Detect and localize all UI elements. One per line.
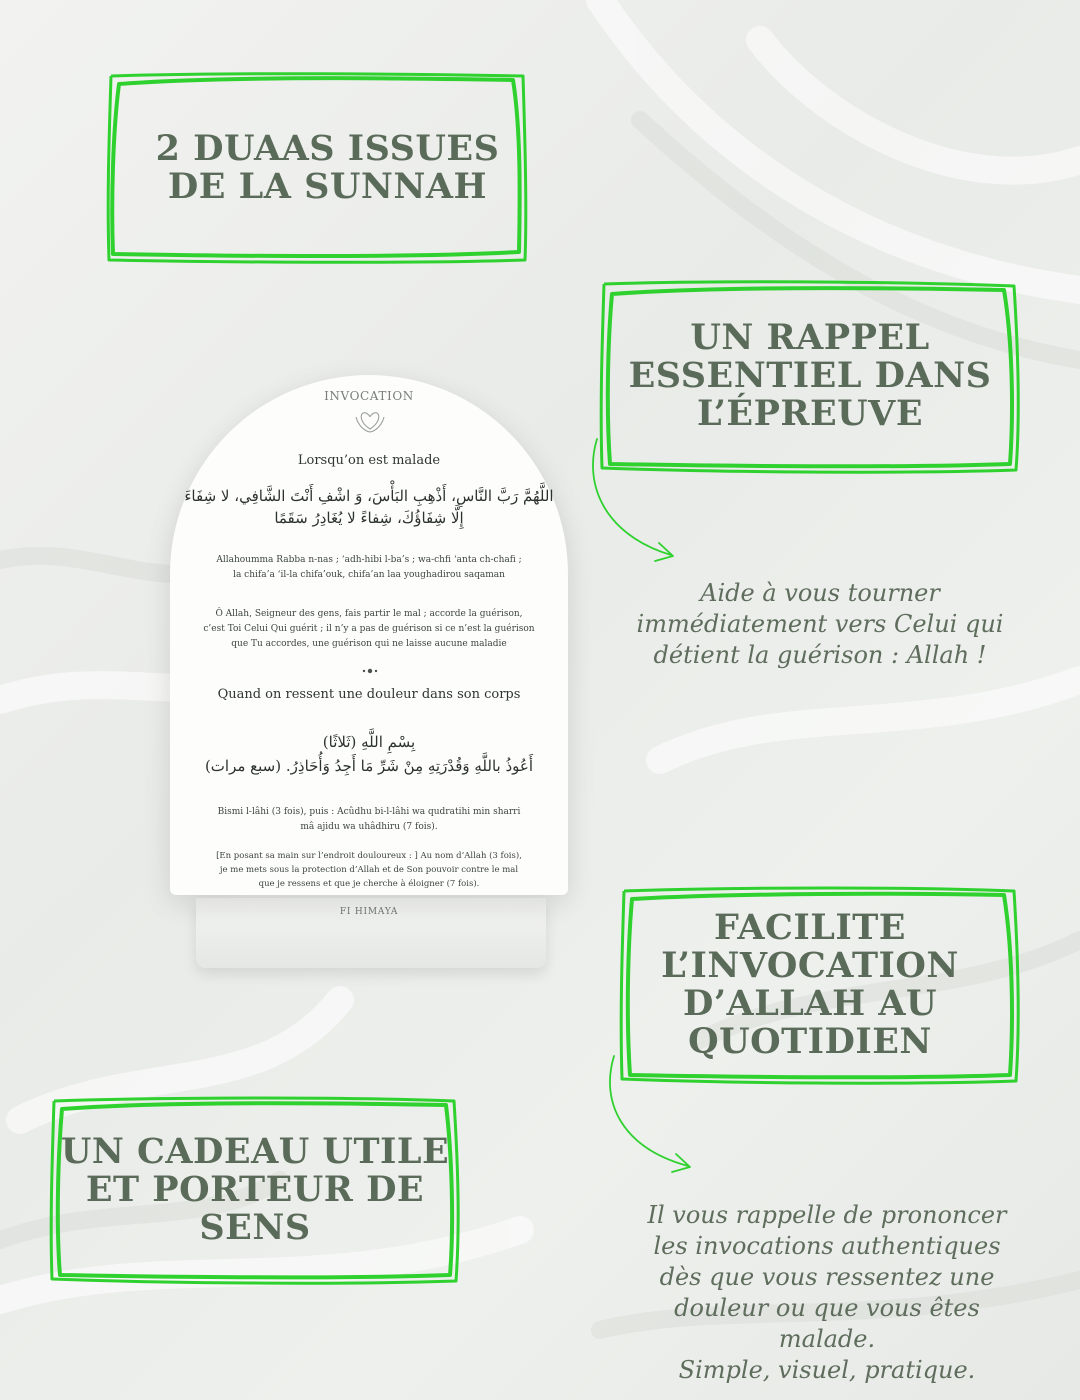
card-heading-sick: Lorsqu’on est malade: [297, 453, 441, 468]
divider-ornament-icon: [360, 667, 380, 675]
card-transliteration-2: Bismi l-lâhi (3 fois), puis : Acûdhu bi-l-lâhi wa qudratihi min sharri mâ ajidu wa uhâdhiru (7 fois).: [217, 807, 521, 832]
feature-title: UN CADEAU UTILE ET PORTEUR DE SENS: [60, 1131, 450, 1248]
card-arabic-dua-1: اللَّهُمَّ رَبَّ النَّاسِ، أَذْهِبِ البَأْسَ، وَ اشْفِ أَنْتَ الشَّافِي، لا شِفَاءَ إِلَّا شِفَاؤُكَ، شِفاءً لا يُغَادِرُ سَقَمًا: [184, 487, 554, 527]
description-text: Il vous rappelle de prononcer les invocations authentiques dès que vous ressentez une douleur ou que vous êtes malade. Simple, visuel, pratique.: [647, 1201, 1007, 1384]
feature-title: FACILITE L’INVOCATION D’ALLAH AU QUOTIDIEN: [661, 907, 959, 1062]
feature-title: UN RAPPEL ESSENTIEL DANS L’ÉPREUVE: [628, 316, 992, 434]
invocation-card-image: [170, 375, 568, 917]
curved-arrow-icon: [585, 435, 685, 570]
feature-box-sunnah: [105, 70, 530, 265]
card-meaning-1: Ô Allah, Seigneur des gens, fais partir le mal ; accorde la guérison, c’est Toi Celui Qui guérit ; il n’y a pas de guérison si ce n’est la guérison que Tu accordes, une guérison qui ne laisse aucune maladie: [203, 609, 535, 649]
card-arabic-dua-2a: بِسْمِ اللَّهِ (ثَلاثًا): [322, 733, 416, 751]
curved-arrow-icon: [600, 1052, 700, 1182]
card-heading-pain: Quand on ressent une douleur dans son corps: [217, 687, 521, 702]
feature-title: 2 DUAAS ISSUES DE LA SUNNAH: [155, 127, 500, 207]
card-meaning-2: [En posant sa main sur l’endroit douloureux : ] Au nom d’Allah (3 fois), je me mets sous la protection d’Allah et de Son pouvoir contre le mal que je ressens et que je cherche à éloigner (7 fois).: [216, 851, 522, 889]
card-label: INVOCATION: [324, 389, 414, 403]
card-arabic-dua-2b: أَعُوذُ باللَّهِ وَقُدْرَتِهِ مِنْ شَرِّ مَا أَجِدُ وَأُحَاذِرُ. (سبع مرات): [204, 757, 534, 775]
heart-hands-icon: [352, 407, 388, 433]
feature-box-cadeau: [50, 1095, 460, 1285]
brand-logo: FI HIMAYA: [339, 907, 399, 917]
description-text: Aide à vous tourner immédiatement vers Celui qui détient la guérison : Allah !: [636, 579, 1004, 669]
card-transliteration-1: Allahoumma Rabba n-nas ; ‘adh-hibi l-ba’s ; wa-chfi ‘anta ch-chafi ; la chifa’a ‘il-la chifa’ouk, chifa’an laa youghadirou saqaman: [216, 555, 522, 580]
